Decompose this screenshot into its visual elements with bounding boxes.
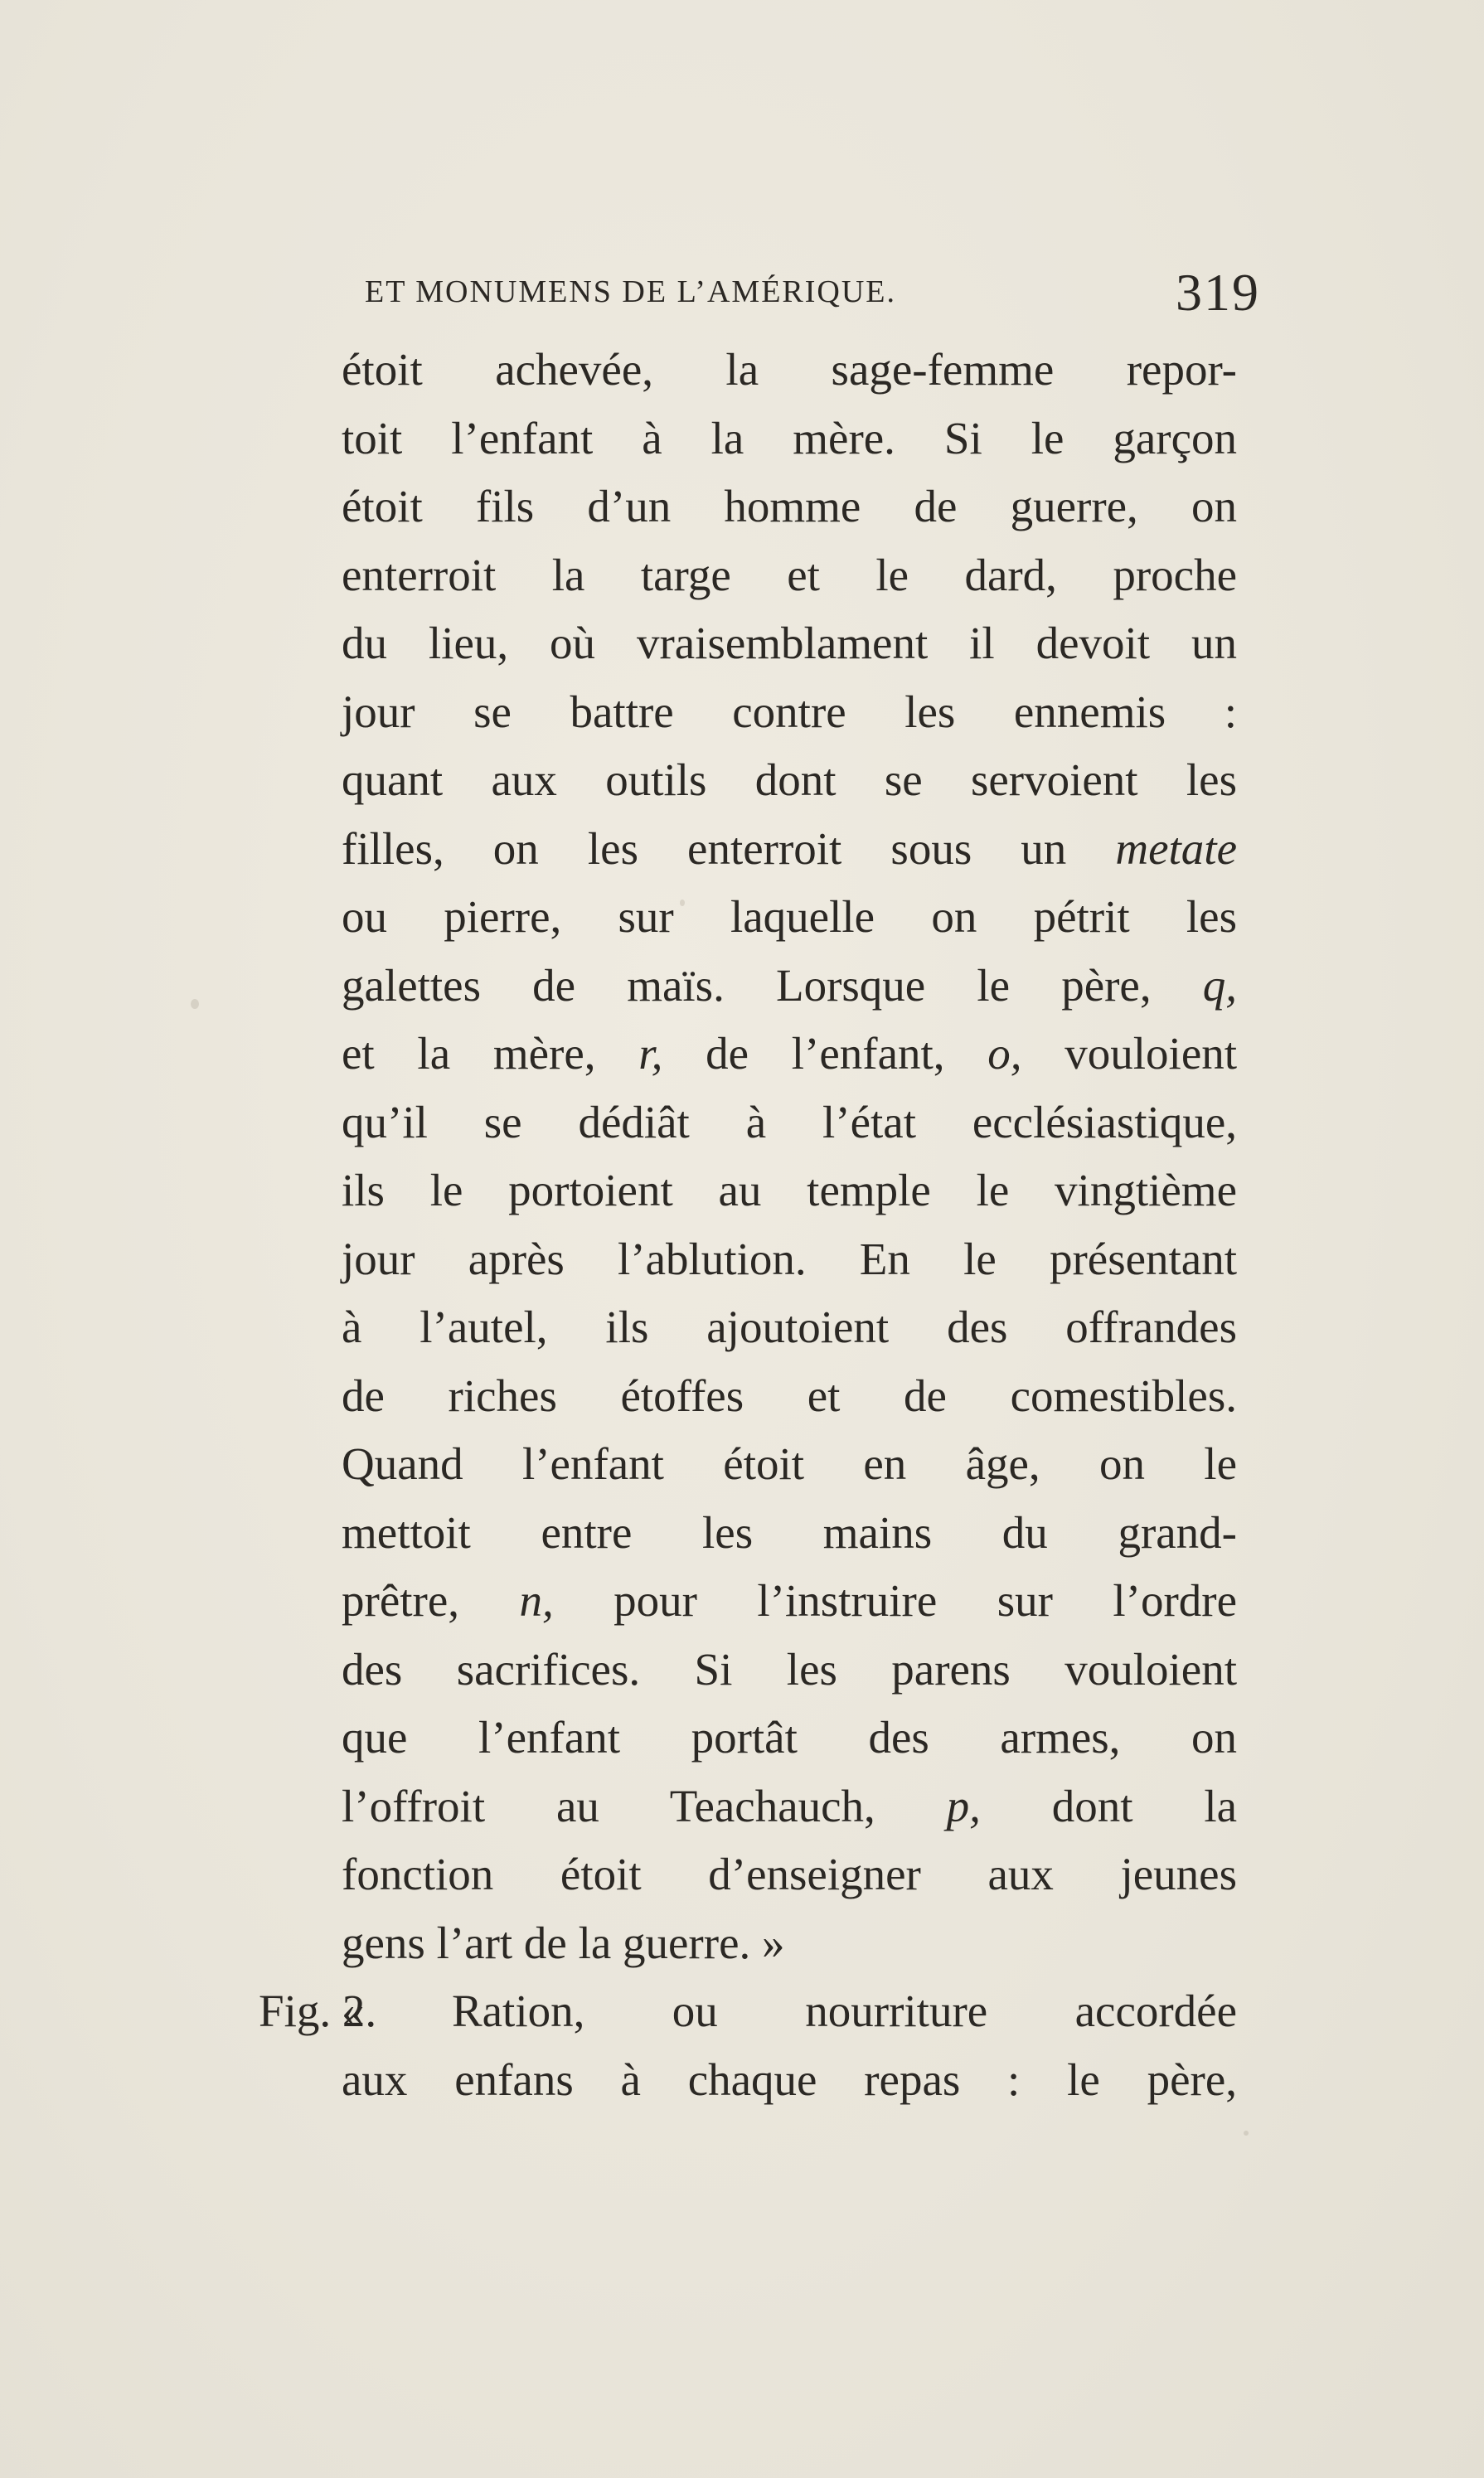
text-line: des sacrifices. Si les parens vouloient xyxy=(342,1643,1237,1695)
text-segment: galettes de maïs. Lorsque le père, xyxy=(342,959,1152,1011)
text-line xyxy=(342,952,1237,1021)
figure-caption-line xyxy=(259,1977,1237,2046)
text-segment: « Ration, ou nourriture accordée xyxy=(342,1986,1237,2036)
italic-letter-o: o, xyxy=(987,1028,1022,1079)
text-segment: prêtre, xyxy=(342,1575,459,1626)
text-line: étoit fils d’un homme de guerre, on xyxy=(342,481,1237,531)
text-line xyxy=(342,815,1237,884)
page-number: 319 xyxy=(1176,263,1260,322)
text-segment: pour l’instruire sur l’ordre xyxy=(613,1575,1237,1626)
text-line: à l’autel, ils ajoutoient des offrandes xyxy=(342,1302,1237,1352)
text-line: étoit achevée, la sage-femme repor- xyxy=(342,344,1237,395)
text-line: jour se battre contre les ennemis : xyxy=(342,686,1237,737)
paper-foxing-spot xyxy=(191,999,199,1009)
italic-letter-n: n, xyxy=(519,1575,554,1626)
text-line: fonction étoit d’enseigner aux jeunes xyxy=(342,1849,1237,1899)
text-segment: dont la xyxy=(1051,1780,1238,1831)
italic-letter-p: p, xyxy=(946,1780,981,1831)
text-segment: l’offroit au Teachauch, xyxy=(342,1780,875,1831)
text-segment: vouloient xyxy=(1065,1028,1238,1079)
text-line xyxy=(342,1020,1237,1089)
running-head: ET MONUMENS DE L’AMÉRIQUE. xyxy=(365,274,896,309)
text-line: Quand l’enfant étoit en âge, on le xyxy=(342,1438,1237,1489)
italic-letter-r: r, xyxy=(638,1028,663,1079)
text-line: que l’enfant portât des armes, on xyxy=(342,1712,1237,1763)
text-line: enterroit la targe et le dard, proche xyxy=(342,549,1237,600)
text-line: qu’il se dédiât à l’état ecclésiastique, xyxy=(342,1096,1237,1147)
page-header xyxy=(365,265,1285,323)
paper-foxing-spot xyxy=(1244,2131,1249,2136)
text-line: du lieu, où vraisemblament il devoit un xyxy=(342,618,1237,668)
text-segment: filles, on les enterroit sous un xyxy=(342,822,1067,874)
text-line: mettoit entre les mains du grand- xyxy=(342,1506,1237,1558)
text-line xyxy=(342,1567,1237,1636)
italic-letter-q: q, xyxy=(1202,959,1238,1011)
text-line: toit l’enfant à la mère. Si le garçon xyxy=(342,412,1237,463)
figure-label: Fig. 2. xyxy=(259,1986,377,2036)
text-segment: et la mère, xyxy=(342,1028,596,1079)
text-line: aux enfans à chaque repas : le père, xyxy=(342,2054,1237,2105)
body-text xyxy=(259,336,1238,2114)
text-line: jour après l’ablution. En le présentant xyxy=(342,1233,1237,1284)
text-line: ils le portoient au temple le vingtième xyxy=(342,1165,1237,1215)
italic-term-metate: metate xyxy=(1115,822,1237,874)
text-line: gens l’art de la guerre. » xyxy=(342,1917,785,1968)
text-line: de riches étoffes et de comestibles. xyxy=(342,1370,1237,1421)
text-line xyxy=(342,1772,1237,1841)
text-line: ou pierre, sur laquelle on pétrit les xyxy=(342,891,1237,942)
text-line: quant aux outils dont se servoient les xyxy=(342,754,1237,805)
text-segment: de l’enfant, xyxy=(706,1028,945,1079)
